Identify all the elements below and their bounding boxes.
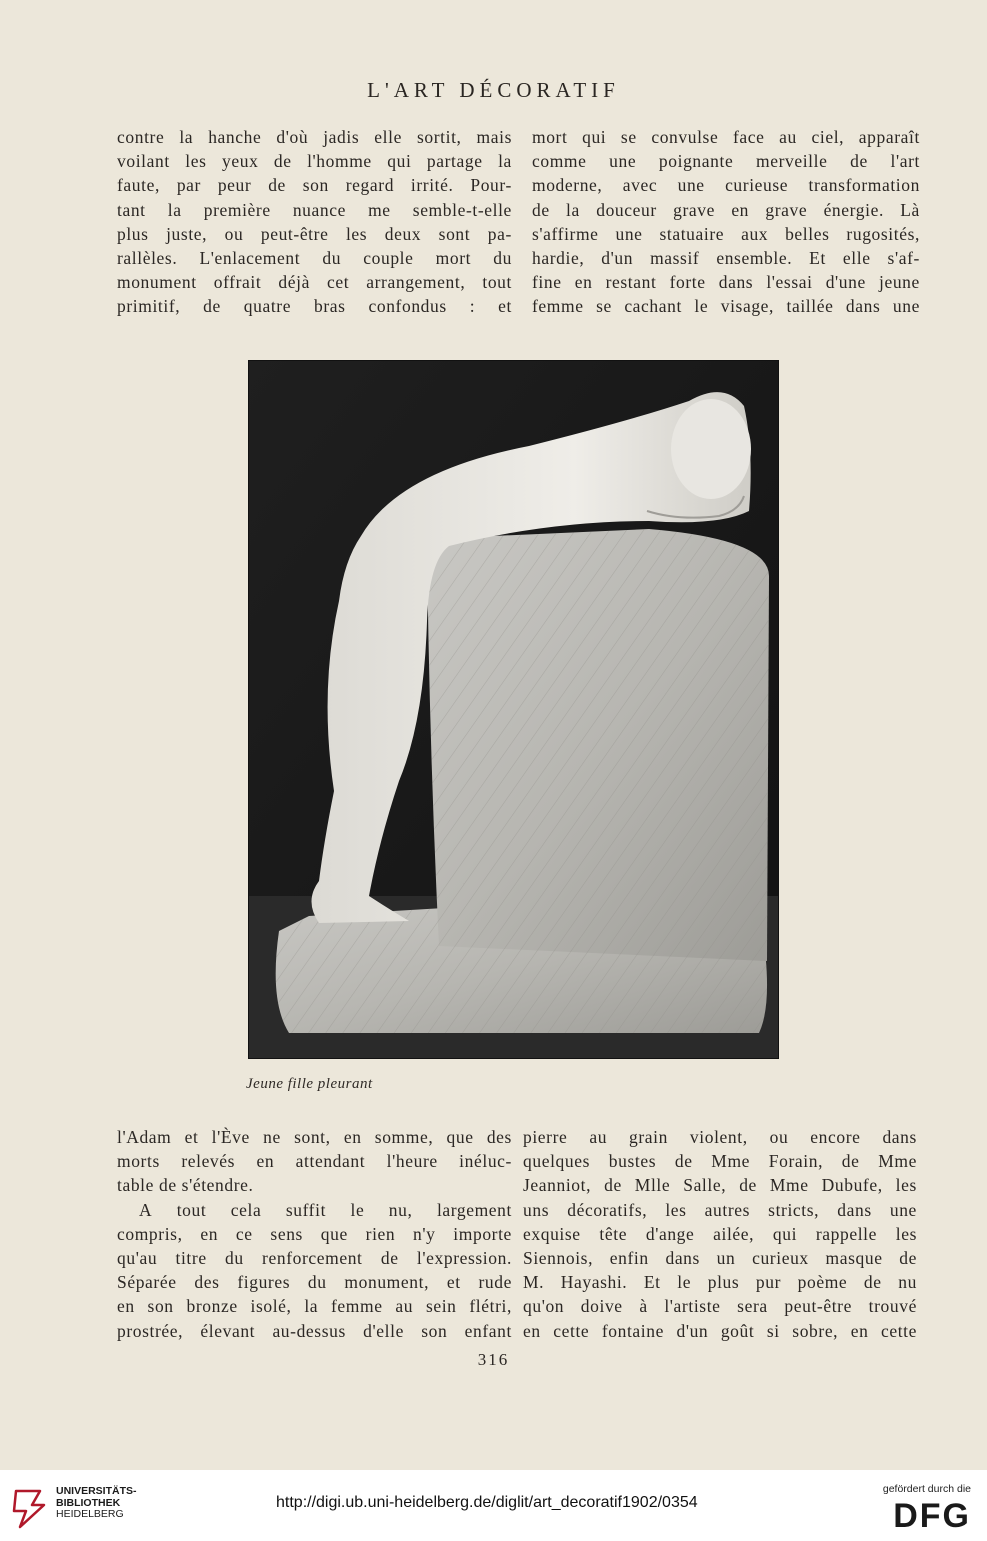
text-line: qu'on doive à l'artiste sera peut-être trouvé <box>523 1296 917 1317</box>
text-line: M. Hayashi. Et le plus pur poème de nu <box>523 1272 917 1293</box>
text-column-bottom-right <box>523 1125 917 1343</box>
dfg-logo: DFG <box>893 1497 971 1535</box>
text-line: qu'au titre du renforcement de l'expression. <box>117 1248 512 1269</box>
text-column-bottom-left <box>117 1125 512 1343</box>
sculpture-illustration <box>249 361 778 1058</box>
text-line: s'affirme une statuaire aux belles rugosités, <box>532 223 920 244</box>
university-library-logo-icon <box>10 1485 50 1530</box>
text-line: hardie, d'un massif ensemble. Et elle s'af- <box>532 248 920 269</box>
text-line: voilant les yeux de l'homme qui partage la <box>117 151 512 172</box>
text-line: l'Adam et l'Ève ne sont, en somme, que des <box>117 1127 512 1147</box>
text-line: femme se cachant le visage, taillée dans une <box>532 296 920 317</box>
library-line-2: BIBLIOTHEK <box>56 1496 121 1509</box>
text-line: table de s'étendre. <box>117 1175 254 1196</box>
text-column-top-left <box>117 125 512 319</box>
stone-block-texture <box>427 529 769 961</box>
text-line: A tout cela suffit le nu, largement <box>139 1199 512 1220</box>
text-line: comme une poignante merveille de l'art <box>532 151 920 172</box>
text-line: mort qui se convulse face au ciel, apparaît <box>532 127 920 147</box>
digitization-footer <box>0 1470 987 1541</box>
text-line: Siennois, enfin dans un curieux masque de <box>523 1248 917 1269</box>
text-line: compris, en ce sens que rien n'y importe <box>117 1223 512 1244</box>
text-line: monument offrait déjà cet arrangement, tout <box>117 272 512 293</box>
text-line: fine en restant forte dans l'essai d'une jeune <box>532 272 920 293</box>
text-line: faute, par peur de son regard irrité. Pour- <box>117 175 512 196</box>
figure-head <box>671 399 751 499</box>
text-line: en son bronze isolé, la femme au sein flétri, <box>117 1296 512 1317</box>
text-line: en cette fontaine d'un goût si sobre, en cette <box>523 1320 917 1341</box>
sculpture-photograph <box>248 360 779 1059</box>
library-name <box>56 1486 137 1521</box>
funding-note: gefördert durch die <box>882 1483 971 1495</box>
text-line: pierre au grain violent, ou encore dans <box>523 1127 917 1147</box>
library-line-3: HEIDELBERG <box>56 1508 124 1520</box>
text-line: quelques bustes de Mme Forain, de Mme <box>523 1151 917 1172</box>
running-header: L'ART DÉCORATIF <box>367 78 620 102</box>
text-line: Jeanniot, de Mlle Salle, de Mme Dubufe, les <box>523 1175 917 1196</box>
text-line: contre la hanche d'où jadis elle sortit, mais <box>117 127 512 147</box>
library-line-1: UNIVERSITÄTS- <box>56 1485 137 1497</box>
text-line: de la douceur grave en grave énergie. Là <box>532 199 920 220</box>
text-line: Séparée des figures du monument, et rude <box>117 1272 512 1293</box>
text-line: exquise tête d'ange ailée, qui rappelle les <box>523 1223 917 1244</box>
text-line: uns décoratifs, les autres stricts, dans une <box>523 1199 917 1220</box>
text-column-top-right <box>532 125 920 319</box>
text-line: plus juste, ou peut-être les deux sont pa- <box>117 223 512 244</box>
text-line: rallèles. L'enlacement du couple mort du <box>117 248 512 269</box>
page-number: 316 <box>477 1350 510 1369</box>
text-line: morts relevés en attendant l'heure inéluc- <box>117 1151 512 1172</box>
text-line: moderne, avec une curieuse transformation <box>532 175 920 196</box>
text-line: tant la première nuance me semble-t-elle <box>117 199 512 220</box>
text-line: prostrée, élevant au-dessus d'elle son enfant <box>117 1320 512 1341</box>
figure-caption: Jeune fille pleurant <box>246 1076 373 1092</box>
text-line: primitif, de quatre bras confondus : et <box>117 296 512 317</box>
source-url-link[interactable]: http://digi.ub.uni-heidelberg.de/diglit/art_decoratif1902/0354 <box>276 1494 698 1511</box>
